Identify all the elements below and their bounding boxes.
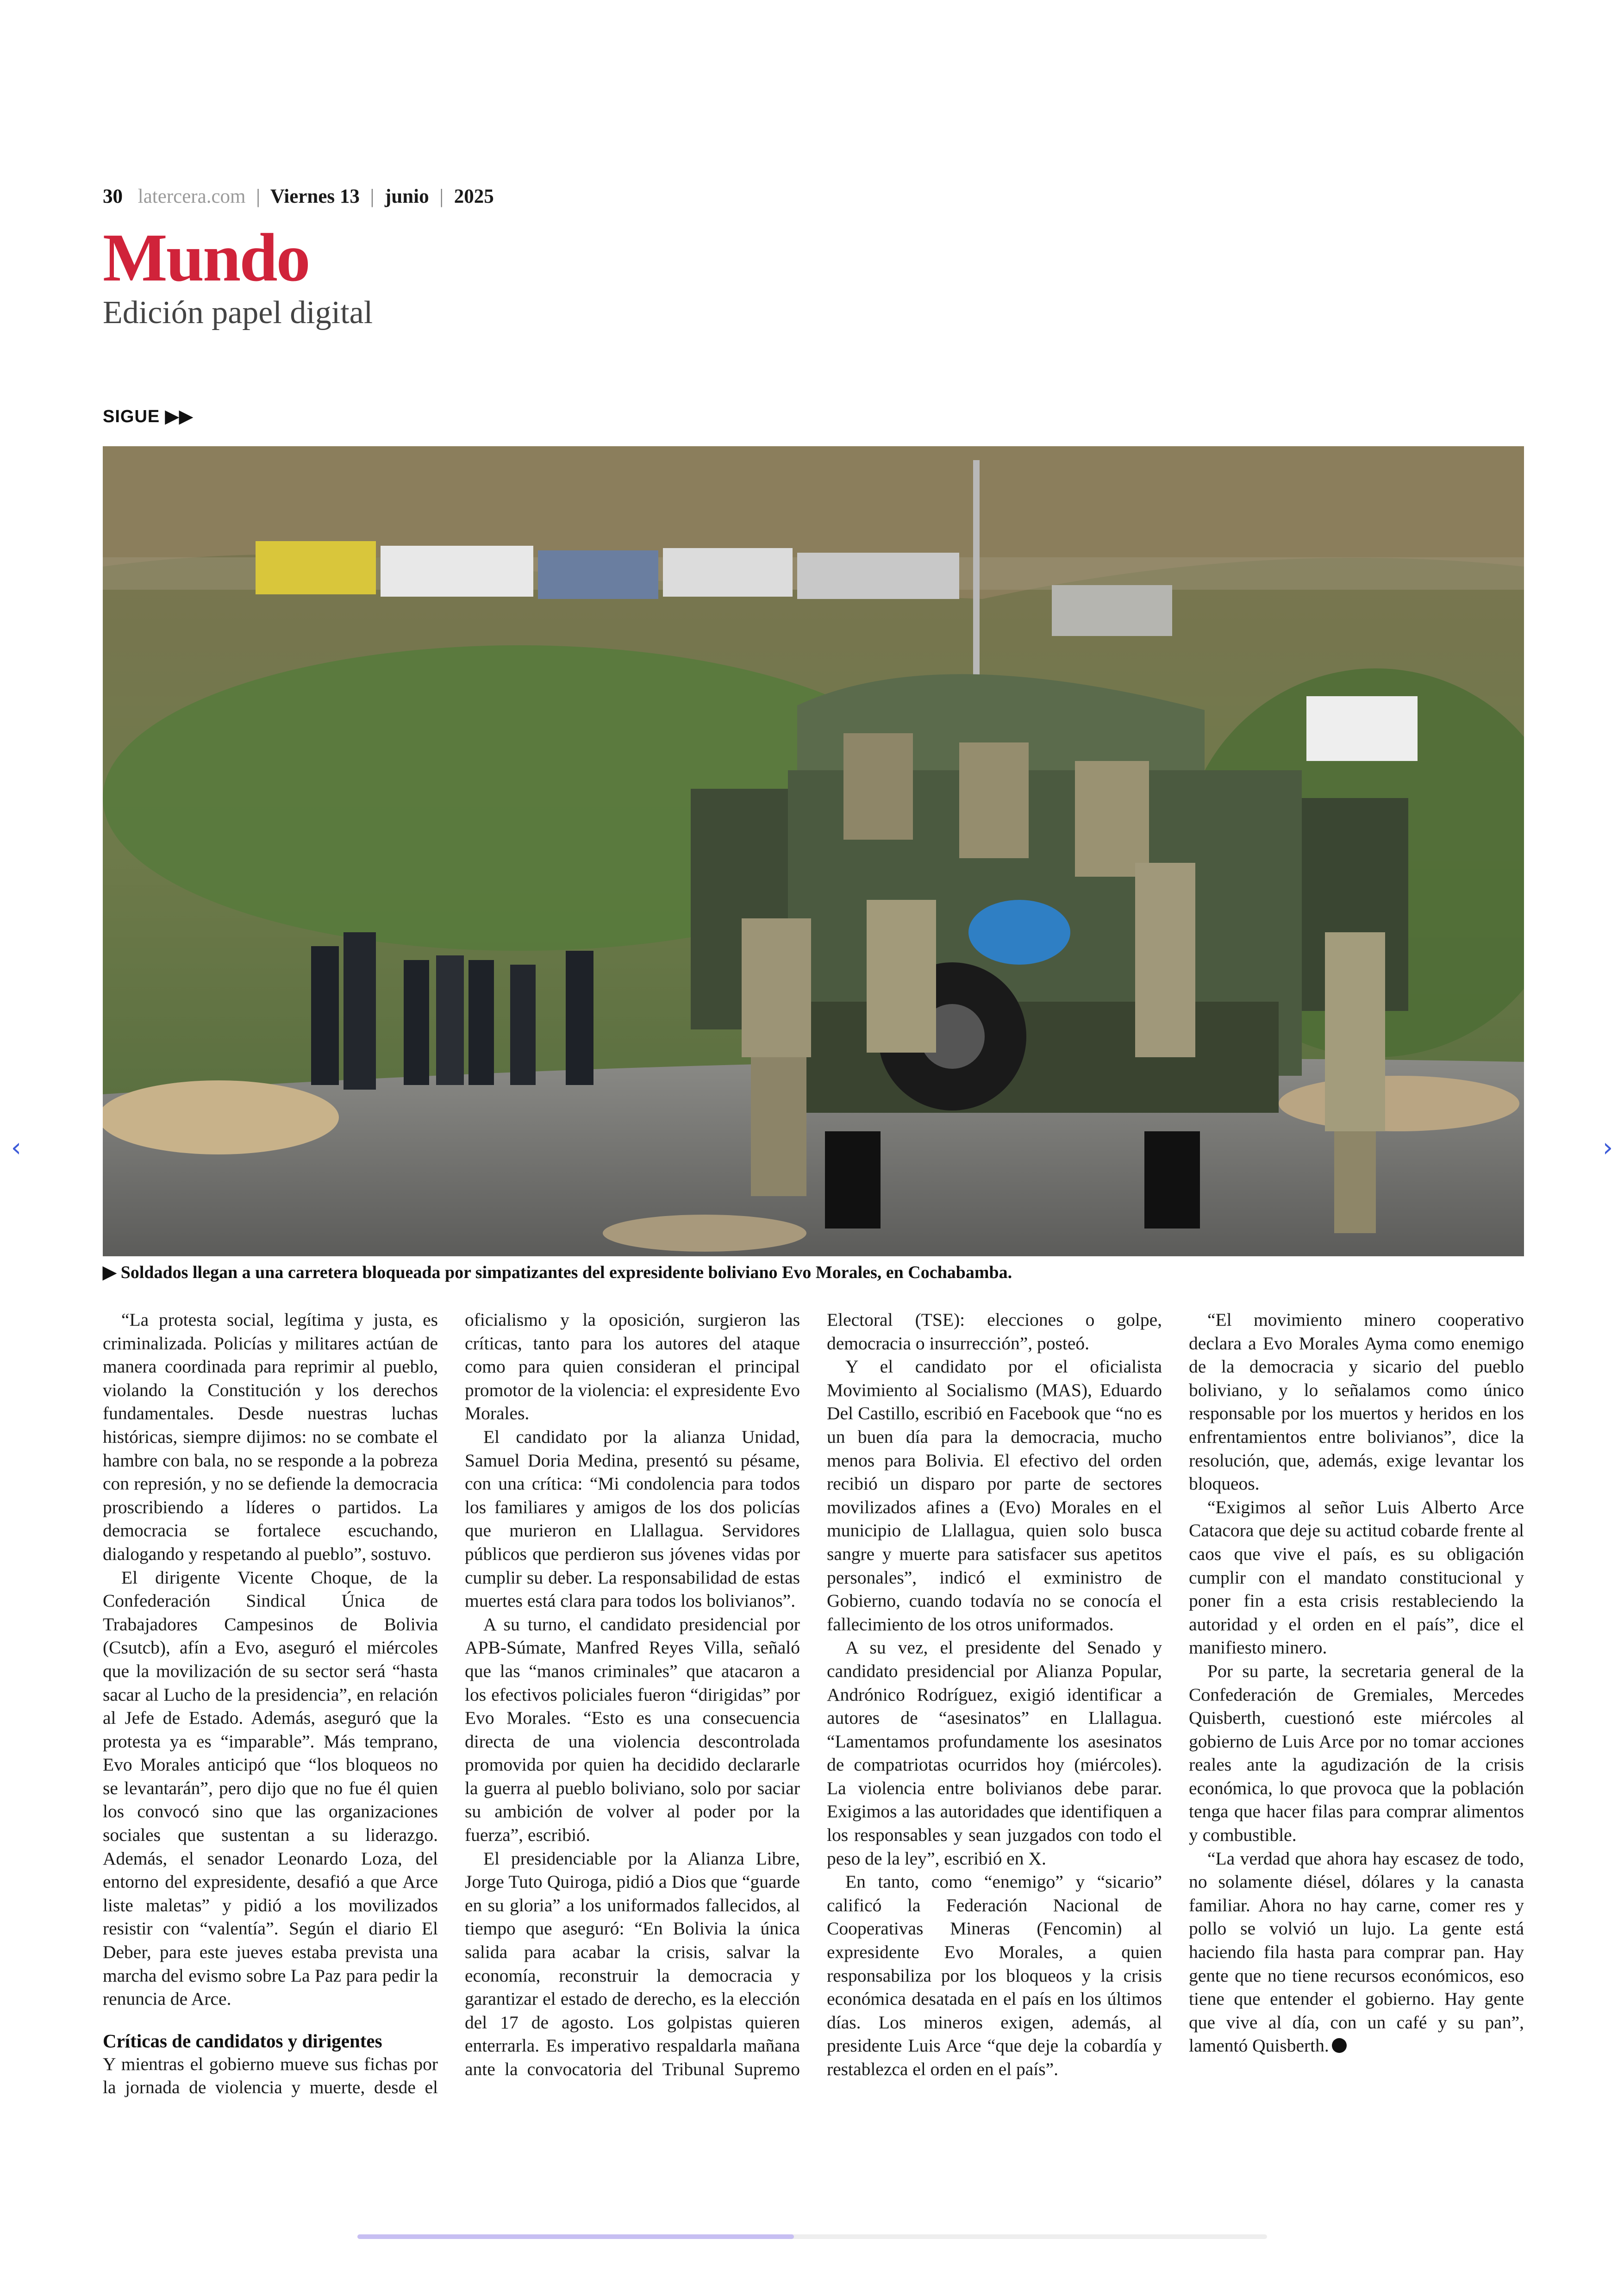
issue-month: junio (385, 186, 429, 207)
article-paragraph-last (1189, 1847, 1524, 2058)
photo-illustration (103, 446, 1524, 1256)
page-number: 30 (103, 186, 123, 207)
continue-label: SIGUE ▶▶ (103, 407, 194, 426)
page-header (103, 185, 1524, 213)
photo-caption: ▶ Soldados llegan a una carretera bloqueada por simpatizantes del expresidente boliviano Evo Morales, en Cochabamba. (103, 1263, 1012, 1282)
article-photo (103, 446, 1524, 1256)
article-paragraph: Por su parte, la secretaria general de la Confederación de Gremiales, Mercedes Quisberth, cuestionó este miércoles al gobierno de Luis Arce por no tomar acciones reales ante la agudización de la crisis económica, lo que provoca que la población tenga que hacer filas para comprar alimentos y combustible. (1189, 1660, 1524, 1846)
article-paragraph: A su vez, el presidente del Senado y candidato presidencial por Alianza Popular, Andrónico Rodríguez, exigió identificar a autores de “asesinatos” en Llallagua. “Lamentamos profundamente los asesinatos de compatriotas ocurridos hoy (miércoles). La violencia entre bolivianos debe parar. Exigimos a las autoridades que identifiquen a los responsables y sean juzgados con todo el peso de la ley”, escribió en X. (827, 1637, 1162, 1869)
article-body (103, 1308, 1524, 2104)
section-subtitle: Edición papel digital (103, 295, 373, 331)
separator: | (256, 186, 260, 207)
end-mark-icon (1332, 2038, 1347, 2053)
reading-progress-bar[interactable] (357, 2234, 1267, 2239)
article-paragraph: “La protesta social, legítima y justa, es criminalizada. Policías y militares actúan de manera coordinada para reprimir al pueblo, violando la Constitución y los derechos fundamentales. Desde nuestras luchas históricas, siempre dijimos: no se combate el hambre con bala, no se responde a la pobreza con represión, y no se defiende la democracia proscribiendo a líderes o partidos. La democracia se fortalece escuchando, dialogando y respetando al pueblo”, sostuvo. (103, 1310, 438, 1564)
site-name[interactable]: latercera.com (137, 186, 246, 207)
separator: | (439, 186, 443, 207)
article-paragraph: Y el candidato por el oficialista Movimiento al Socialismo (MAS), Eduardo Del Castillo, escribió en Facebook que “no es un buen día para la democracia, mucho menos para Bolivia. El efectivo del orden recibió un disparo por parte de sectores movilizados afines a (Evo) Morales en el municipio de Llallagua, quien solo busca sangre y muerte para satisfacer sus apetitos personales”, indicó el exministro de Gobierno, cuando todavía no se conocía el fallecimiento de los otros uniformados. (827, 1356, 1162, 1634)
article-paragraph: “El movimiento minero cooperativo declara a Evo Morales Ayma como enemigo de la democracia y sicario del pueblo boliviano, y lo señalamos como único responsable por los muertos y heridos en los enfrentamientos entre bolivianos”, dice la resolución, que, además, exige levantar los bloqueos. (1189, 1310, 1524, 1494)
article-paragraph: A su turno, el candidato presidencial por APB-Súmate, Manfred Reyes Villa, señaló que las “manos criminales” que atacaron a los efectivos policiales fueron “dirigidas” por Evo Morales. “Esto es una consecuencia directa de una violencia descontrolada promovida por quien ha decidido declararle la guerra al pueblo boliviano, solo por saciar su ambición de volver al poder por la fuerza”, escribió. (465, 1614, 800, 1846)
article-paragraph-text: “La verdad que ahora hay escasez de todo, no solamente diésel, dólares y la canasta familiar. Ahora no hay carne, comer res y pollo se volvió un lujo. La gente está haciendo fila hasta para comprar pan. Hay gente que no tiene recursos económicos, eso tiene que entender el gobierno. Hay gente que vive al día, con un café y su pan”, lamentó Quisberth. (1189, 1848, 1524, 2056)
article-paragraph: Y mientras el gobierno mueve sus fichas por la jornada de violencia y muerte, desde el oficialismo y la oposición, surgieron las críticas, tanto para los autores del ataque como para quien consideran el principal promotor de la violencia: el expresidente Evo Morales. (103, 1310, 800, 2098)
article-paragraph: El dirigente Vicente Choque, de la Confederación Sindical Única de Trabajadores Campesinos de Bolivia (Csutcb), afín a Evo, aseguró el miércoles que la movilización de su sector será “hasta sacar al Lucho de la presidencia”, en relación al Jefe de Estado. Además, aseguró que la protesta ya es “imparable”. Más temprano, Evo Morales anticipó que “los bloqueos no se levantarán”, pero dijo que no fue él quien los convocó sino que las organizaciones sociales que sustentan a su liderazgo. Además, el senador Leonardo Loza, del entorno del expresidente, desafió a que Arce liste maletas” y pidió a los movilizados resistir con “valentía”. Según el diario El Deber, para este jueves estaba prevista una marcha del evismo sobre La Paz para pedir la renuncia de Arce. (103, 1567, 438, 2009)
article-paragraph: En tanto, como “enemigo” y “sicario” calificó la Federación Nacional de Cooperativas Mineras (Fencomin) al expresidente Evo Morales, a quien responsabiliza por los bloqueos y la crisis económica desatada en el país en los últimos días. Los mineros exigen, además, al presidente Luis Arce “que deje la cobardía y restablezca el orden en el país”. (827, 1871, 1162, 2079)
article-paragraph: El presidenciable por la Alianza Libre, Jorge Tuto Quiroga, pidió a Dios que “guarde en su gloria” a los uniformados fallecidos, al tiempo que aseguró: “En Bolivia la única salida para acabar la crisis, salvar la economía, reconstruir la democracia y garantizar el estado de derecho, es la elección del 17 de agosto. Los golpistas quieren enterrarla. Es imperativo respaldarla mañana ante la convocatoria del Tribunal Supremo Electoral (TSE): elecciones o golpe, democracia o insurrección”, posteó. (465, 1310, 1162, 2079)
article-paragraph: “Exigimos al señor Luis Alberto Arce Catacora que deje su actitud cobarde frente al caos que vive el país, es su obligación cumplir con el mandato constitucional y poner fin a esta crisis restableciendo la autoridad y el orden en el país”, dice el manifiesto minero. (1189, 1497, 1524, 1658)
article-subheading: Críticas de candidatos y dirigentes (103, 2030, 382, 2052)
issue-year: 2025 (454, 186, 494, 207)
prev-page-chevron-left-icon[interactable]: ‹ (11, 1133, 22, 1163)
article-paragraph: El candidato por la alianza Unidad, Samuel Doria Medina, presentó su pésame, con una crítica: “Mi condolencia para todos los familiares y amigos de los dos policías que murieron en Llallagua. Servidores públicos que perdieron sus jóvenes vidas por cumplir su deber. La responsabilidad de estas muertes está clara para todos los bolivianos”. (465, 1426, 800, 1611)
reading-progress-fill (357, 2234, 794, 2239)
next-page-chevron-right-icon[interactable]: › (1602, 1133, 1613, 1163)
issue-day: Viernes 13 (270, 186, 360, 207)
section-title: Mundo (103, 220, 309, 296)
separator: | (370, 186, 375, 207)
